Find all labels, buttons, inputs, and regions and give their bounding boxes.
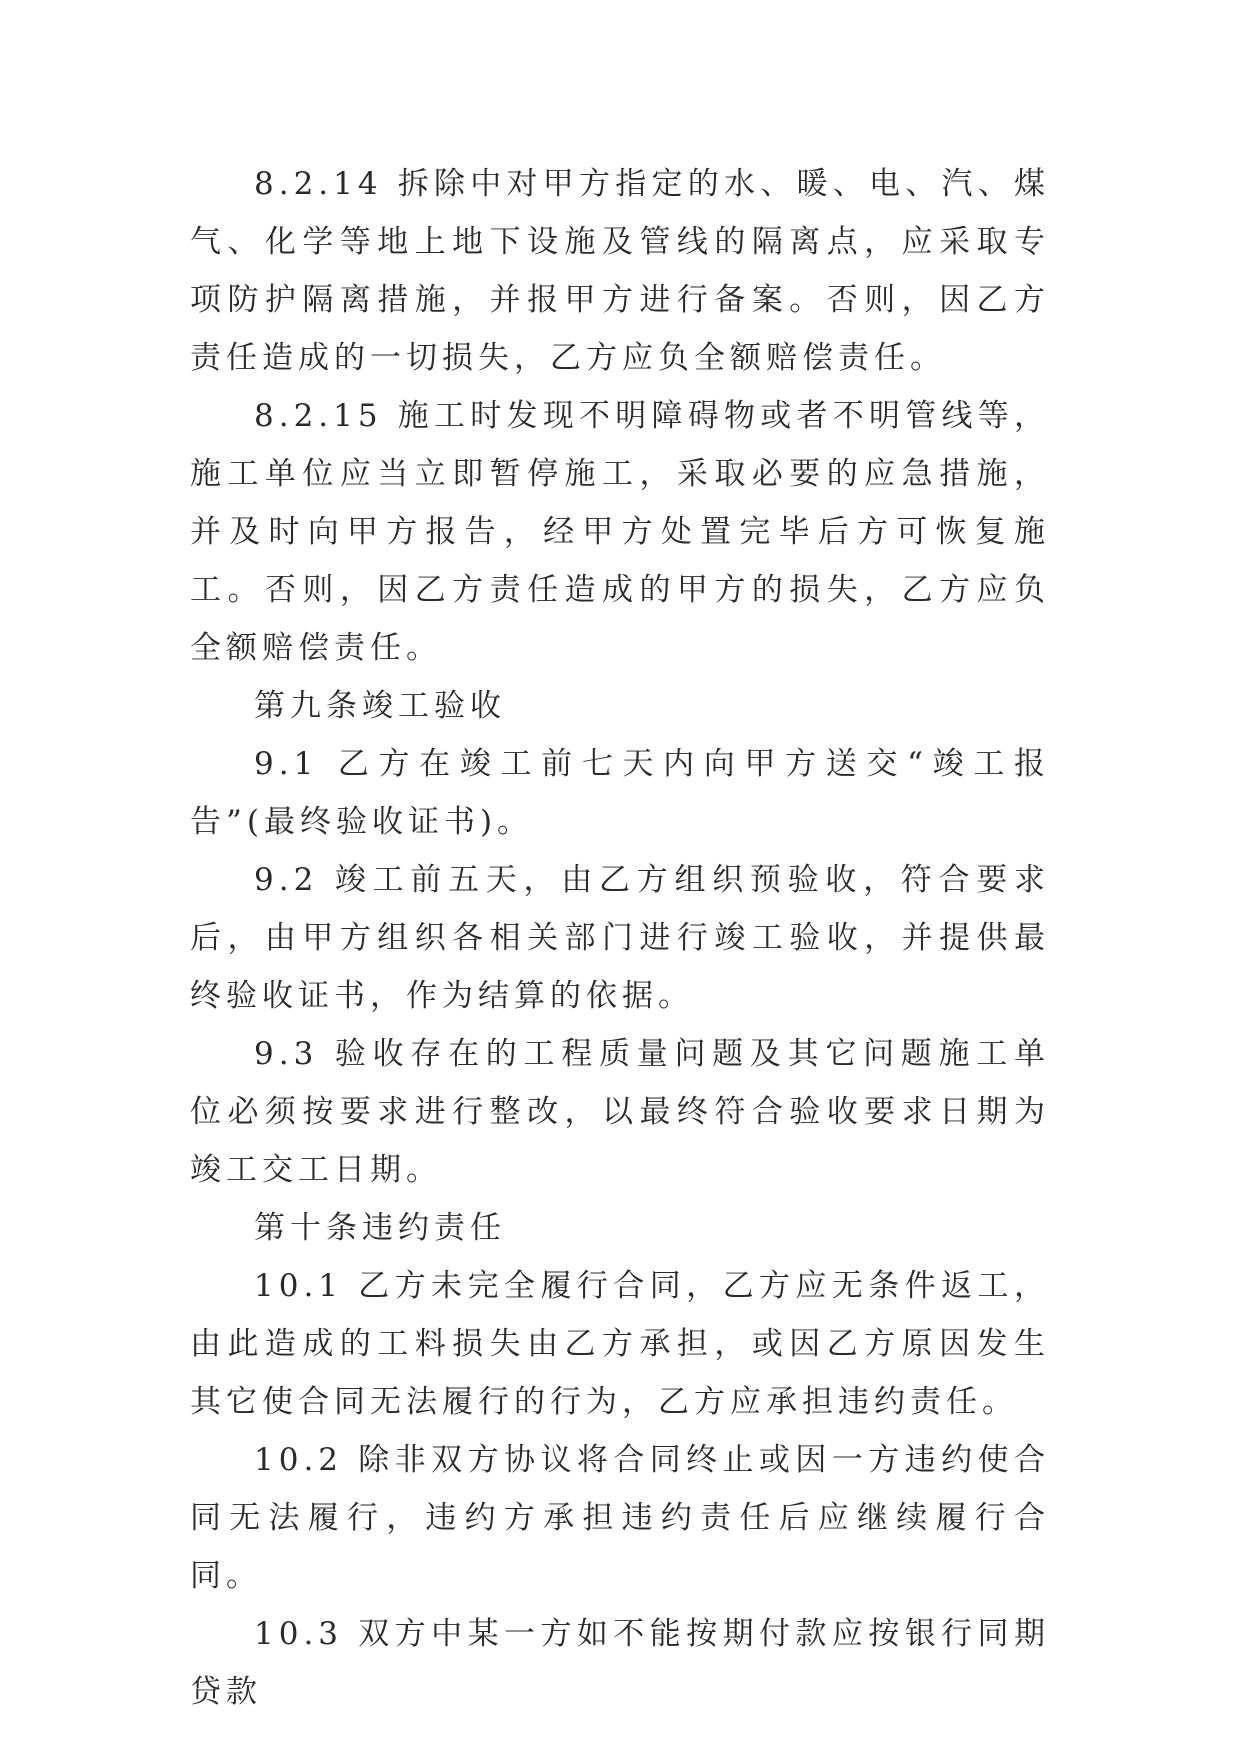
article-10-heading: 第十条违约责任 — [254, 1210, 506, 1246]
clause-9-1: 9.1 乙方在竣工前七天内向甲方送交“竣工报告”(最终验收证书)。 — [190, 746, 1050, 840]
article-9-heading: 第九条竣工验收 — [254, 688, 506, 724]
document-body — [190, 155, 1050, 1721]
clause-10-3: 10.3 双方中某一方如不能按期付款应按银行同期贷款 — [190, 1616, 1050, 1710]
clause-9-2: 9.2 竣工前五天，由乙方组织预验收，符合要求后，由甲方组织各相关部门进行竣工验收，并提供最终验收证书，作为结算的依据。 — [190, 862, 1050, 1014]
clause-8-2-15: 8.2.15 施工时发现不明障碍物或者不明管线等，施工单位应当立即暂停施工，采取必要的应急措施，并及时向甲方报告，经甲方处置完毕后方可恢复施工。否则，因乙方责任造成的甲方的损失，乙方应负全额赔偿责任。 — [190, 398, 1050, 666]
clause-10-2: 10.2 除非双方协议将合同终止或因一方违约使合同无法履行，违约方承担违约责任后应继续履行合同。 — [190, 1442, 1050, 1594]
clause-8-2-14: 8.2.14 拆除中对甲方指定的水、暖、电、汽、煤气、化学等地上地下设施及管线的隔离点，应采取专项防护隔离措施，并报甲方进行备案。否则，因乙方责任造成的一切损失，乙方应负全额赔偿责任。 — [190, 166, 1050, 376]
clause-9-3: 9.3 验收存在的工程质量问题及其它问题施工单位必须按要求进行整改，以最终符合验收要求日期为竣工交工日期。 — [190, 1036, 1050, 1188]
clause-10-1: 10.1 乙方未完全履行合同，乙方应无条件返工，由此造成的工料损失由乙方承担，或因乙方原因发生其它使合同无法履行的行为，乙方应承担违约责任。 — [190, 1268, 1050, 1420]
